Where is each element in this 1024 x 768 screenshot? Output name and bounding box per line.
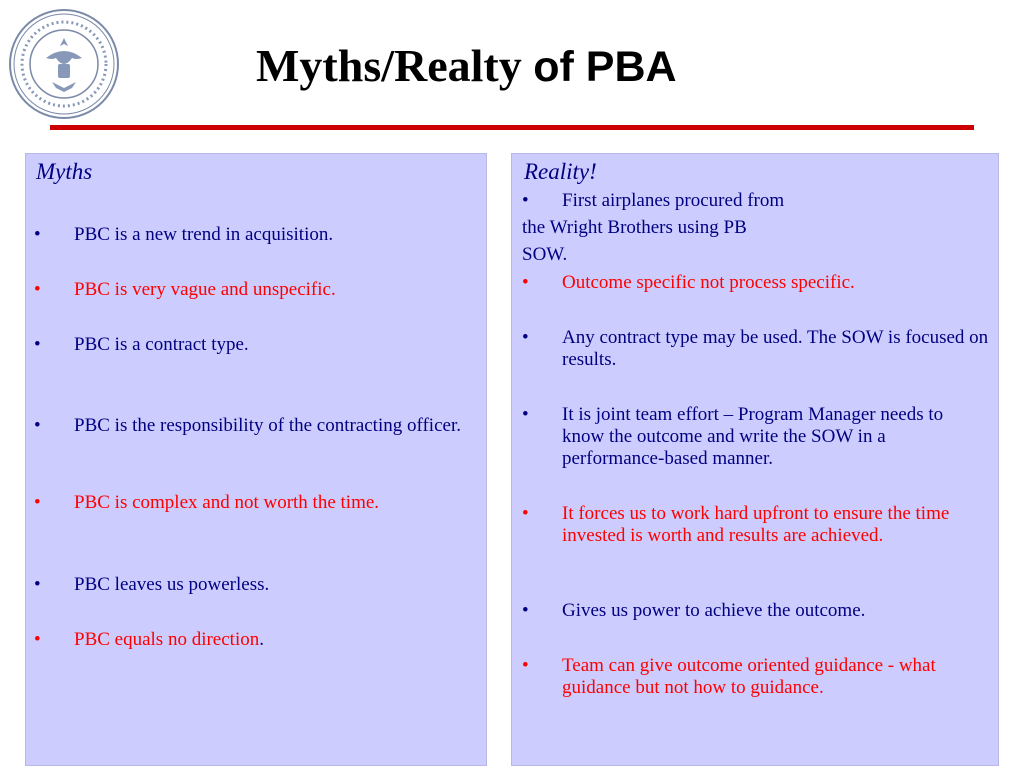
myth-item [34, 492, 478, 514]
myths-heading: Myths [36, 159, 93, 184]
bullet: • [522, 272, 529, 293]
bullet: • [34, 492, 41, 513]
reality-item [522, 190, 990, 212]
bullet: • [522, 600, 529, 621]
myth-text: PBC is a new trend in acquisition. [74, 224, 334, 245]
reality-continuation: SOW. [522, 244, 568, 265]
myth-item [34, 415, 478, 437]
reality-item [522, 655, 990, 699]
reality-item [522, 404, 990, 470]
title-divider [50, 125, 974, 130]
bullet: • [522, 404, 529, 425]
myth-item [34, 279, 478, 301]
bullet: • [34, 629, 41, 650]
myths-panel [25, 153, 487, 766]
myth-text: PBC is very vague and unspecific. [74, 279, 336, 300]
myth-text: PBC is complex and not worth the time. [74, 492, 380, 513]
reality-item [522, 272, 990, 294]
slide-title-serif: Myths/Realty [256, 40, 522, 91]
myth-item [34, 574, 478, 596]
reality-item [522, 503, 990, 547]
myth-item [34, 334, 478, 356]
bullet: • [522, 190, 529, 211]
myth-text: PBC is a contract type. [74, 334, 249, 355]
bullet: • [34, 574, 41, 595]
myth-text: PBC is the responsibility of the contracting officer. [74, 415, 461, 436]
myth-item [34, 629, 478, 651]
slide-title [256, 36, 677, 97]
reality-text: Team can give outcome oriented guidance - what guidance but not how to guidance. [562, 655, 936, 698]
reality-heading: Reality! [524, 159, 597, 184]
bullet: • [34, 415, 41, 436]
myth-text: PBC leaves us powerless. [74, 574, 270, 595]
reality-text: Any contract type may be used. The SOW is focused on results. [562, 327, 989, 370]
bullet: • [522, 655, 529, 676]
omb-seal-icon [8, 8, 120, 120]
bullet: • [34, 279, 41, 300]
reality-text: First airplanes procured from [562, 190, 785, 211]
reality-text: It is joint team effort – Program Manager needs to know the outcome and write the SOW in a performance-based manner. [562, 404, 944, 469]
bullet: • [522, 327, 529, 348]
reality-text: It forces us to work hard upfront to ensure the time invested is worth and results are achieved. [562, 503, 950, 546]
myth-item [34, 224, 478, 246]
bullet: • [522, 503, 529, 524]
reality-item [522, 327, 990, 371]
reality-continuation: the Wright Brothers using PB [522, 217, 747, 238]
myth-text: PBC equals no direction [74, 629, 260, 650]
reality-text: Outcome specific not process specific. [562, 272, 855, 293]
reality-panel [511, 153, 999, 766]
bullet: • [34, 224, 41, 245]
slide-title-sans: of PBA [533, 43, 677, 91]
reality-item [522, 600, 990, 622]
reality-text: Gives us power to achieve the outcome. [562, 600, 866, 621]
bullet: • [34, 334, 41, 355]
myth-trailing-period: . [259, 629, 264, 650]
